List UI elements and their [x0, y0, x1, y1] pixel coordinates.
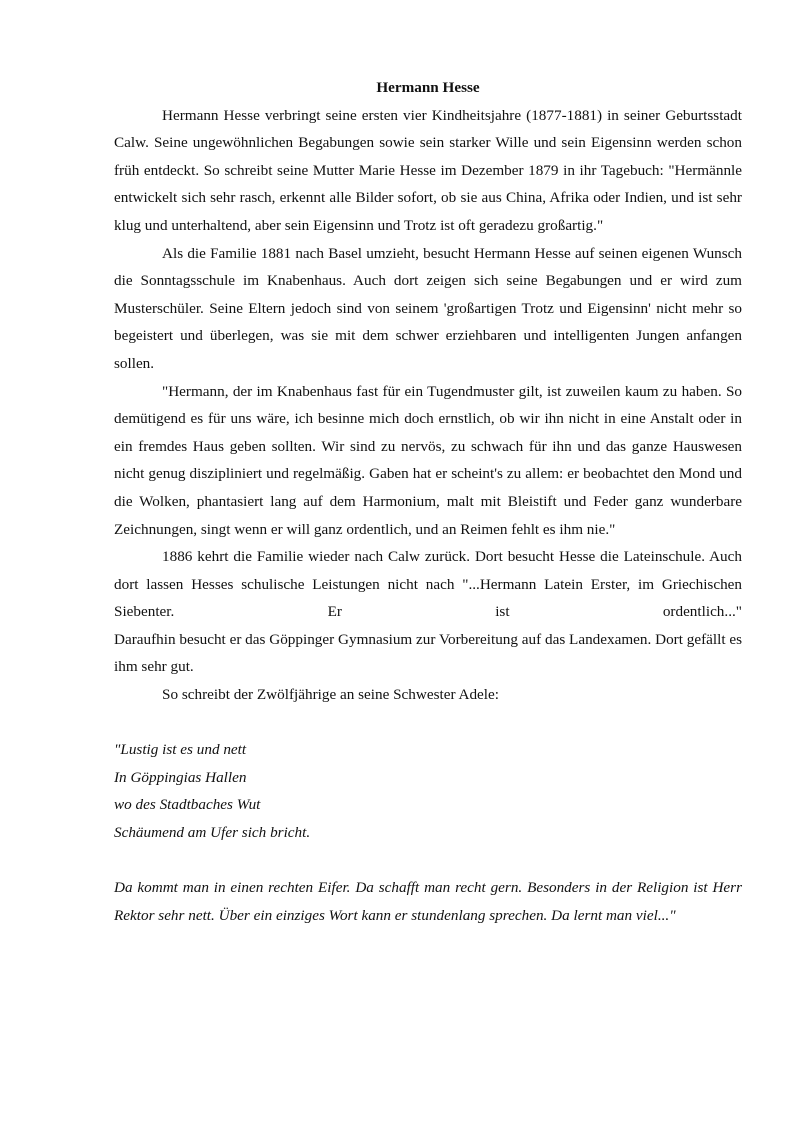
- paragraph-goeppingen: Daraufhin besucht er das Göppinger Gymnasium zur Vorbereitung auf das Landexamen. Dort gefällt es ihm sehr gut.: [114, 630, 742, 676]
- poem-line: In Göppingias Hallen: [114, 768, 247, 786]
- poem-line: Schäumend am Ufer sich bricht.: [114, 824, 311, 842]
- paragraph-basel: Als die Familie 1881 nach Basel umzieht, besucht Hermann Hesse auf seinen eigenen Wunsch die Sonntagsschule im Knabenhaus. Auch dort zeigen sich seine Begabungen und er wird zum Musterschüler. Seine Eltern jedoch sind von seinem 'großartigen Trotz und Eigensinn' nicht mehr so begeistert und überlegen, was sie mit dem schwer erziehbaren und intelligenten Jungen anfangen sollen.: [114, 244, 742, 372]
- paragraph-childhood-calw: Hermann Hesse verbringt seine ersten vier Kindheitsjahre (1877-1881) in seiner Geburtsstadt Calw. Seine ungewöhnlichen Begabungen sowie sein starker Wille und sein Eigensinn werden schon früh entdeckt. So schreibt seine Mutter Marie Hesse im Dezember 1879 in ihr Tagebuch: "Hermännle entwickelt sich sehr rasch, erkennt alle Bilder sofort, ob sie aus China, Afrika oder Indien, und ist sehr klug und unterhaltend, aber sein Eigensinn und Trotz ist oft geradezu großartig.": [114, 106, 742, 234]
- document-title: Hermann Hesse: [376, 79, 480, 96]
- paragraph-mother-quote: "Hermann, der im Knabenhaus fast für ein Tugendmuster gilt, ist zuweilen kaum zu haben. So demütigend es für uns wäre, ich besinne mich doch ernstlich, ob wir ihn nicht in eine Anstalt oder in ein fremdes Haus geben sollten. Wir sind zu nervös, zu schwach für ihn und das ganze Hauswesen nicht genug diszipliniert und regelmäßig. Gaben hat er scheint's zu allem: er beobachtet den Mond und die Wolken, phantasiert lang auf dem Harmonium, malt mit Bleistift und Feder ganz wunderbare Zeichnungen, singt wenn er will ganz ordentlich, und an Reimen fehlt es ihm nie.": [114, 382, 742, 538]
- poem: [114, 736, 742, 846]
- poem-line: "Lustig ist es und nett: [114, 741, 247, 759]
- closing-letter-text: Da kommt man in einen rechten Eifer. Da schafft man recht gern. Besonders in der Religion ist Herr Rektor sehr nett. Über ein einziges Wort kann er stundenlang sprechen. Da lernt man viel...": [114, 879, 742, 924]
- paragraph-return-calw: 1886 kehrt die Familie wieder nach Calw zurück. Dort besucht Hesse die Lateinschule. Auch dort lassen Hesses schulische Leistungen nicht nach "...Hermann Latein Erster, im Griechischen Siebenter. Er ist ordentlich...": [114, 548, 742, 621]
- poem-line: wo des Stadtbaches Wut: [114, 796, 261, 814]
- document-page: [114, 74, 742, 929]
- paragraph-letter-intro: So schreibt der Zwölfjährige an seine Schwester Adele:: [162, 686, 499, 704]
